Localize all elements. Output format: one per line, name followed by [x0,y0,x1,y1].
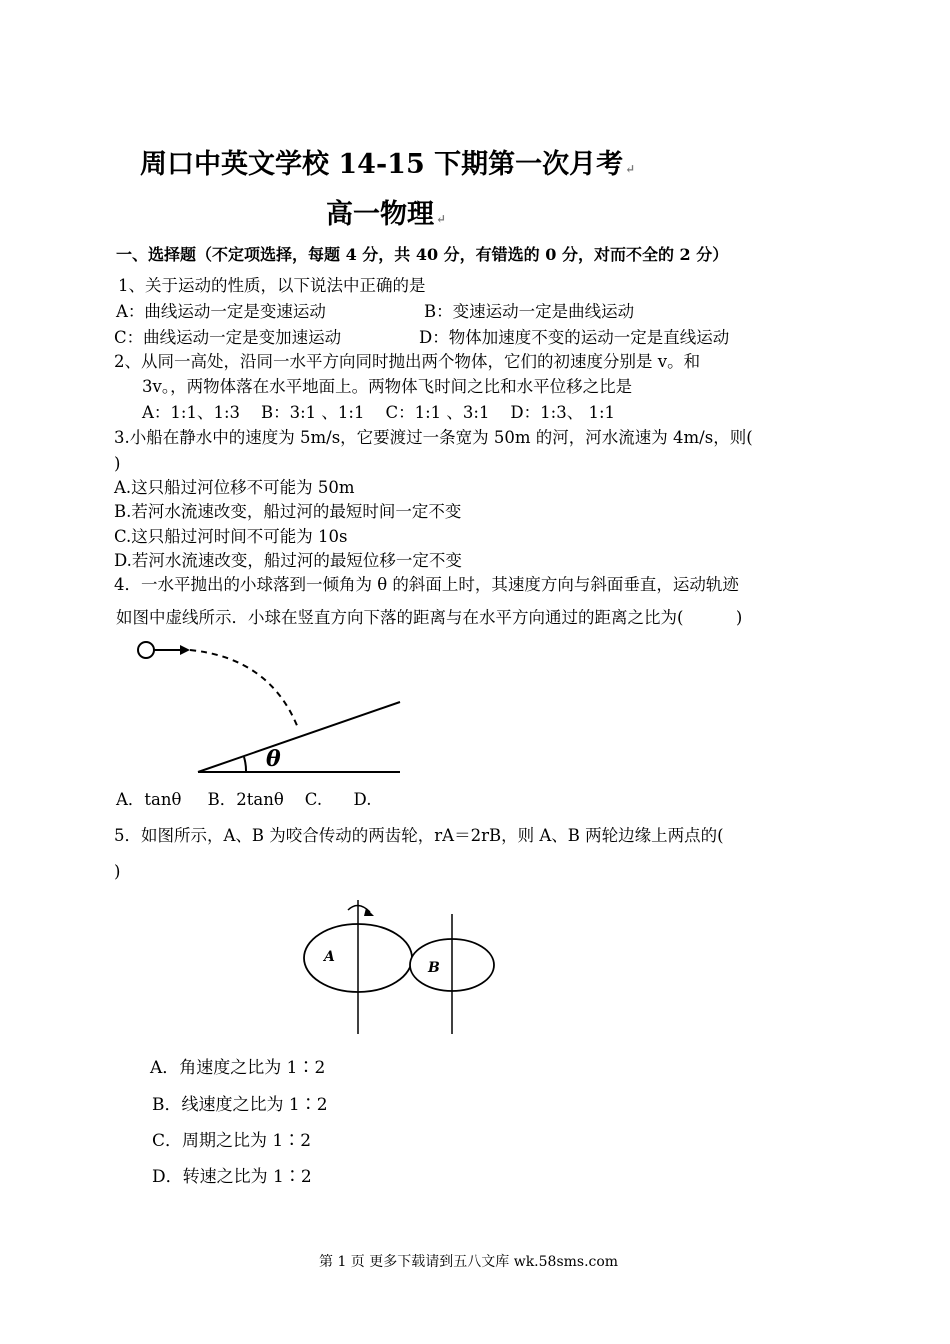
question-3-stem-line2: ) [114,454,121,473]
question-1-option-d: D：物体加速度不变的运动一定是直线运动 [419,328,730,347]
question-1-option-c: C：曲线运动一定是变加速运动 [114,328,342,347]
paragraph-mark-icon: ↵ [436,212,447,226]
question-2-stem-line1: 2、从同一高处，沿同一水平方向同时抛出两个物体，它们的初速度分别是 v。和 [114,352,701,371]
paragraph-mark-icon: ↵ [625,162,636,176]
question-5-stem-line2: ) [114,862,121,881]
projectile-incline-figure [130,636,410,776]
arrow-head-icon [180,645,190,655]
question-5-option-a: A．角速度之比为 1∶2 [150,1058,326,1078]
question-2-stem-line2: 3v。，两物体落在水平地面上。两物体飞时间之比和水平位移之比是 [142,377,633,396]
question-3-option-b: B.若河水流速改变，船过河的最短时间一定不变 [114,502,462,521]
question-4-options: A．tanθ B．2tanθ C. D. [116,790,372,809]
title-text: 周口中英文学校 14-15 下期第一次月考 [140,149,624,180]
question-1-option-a: A：曲线运动一定是变速运动 [116,302,326,321]
question-2-options: A：1:1、1:3 B：3:1 、1:1 C：1:1 、3:1 D：1:3、 1:1 [142,403,616,422]
rotation-arrowhead-icon [364,908,374,916]
question-1-stem: 1、关于运动的性质，以下说法中正确的是 [118,276,426,295]
question-5-option-d: D．转速之比为 1∶2 [152,1167,312,1187]
question-1-option-b: B：变速运动一定是曲线运动 [424,302,635,321]
question-3-option-d: D.若河水流速改变，船过河的最短位移一定不变 [114,551,462,570]
subtitle-text: 高一物理 [326,199,434,230]
theta-label: θ [266,746,281,772]
question-3-option-c: C.这只船过河时间不可能为 10s [114,527,348,546]
ball [138,642,154,658]
question-5-option-b: B．线速度之比为 1∶2 [152,1095,328,1115]
page-title [140,142,635,181]
question-5-stem-line1: 5．如图所示，A、B 为咬合传动的两齿轮，rA＝2rB，则 A、B 两轮边缘上两点的( [114,826,724,845]
question-5-option-c: C．周期之比为 1∶2 [152,1131,312,1151]
question-3-option-a: A.这只船过河位移不可能为 50m [114,478,355,497]
page-subtitle [326,192,446,231]
page-footer: 第 1 页 更多下载请到五八文库 wk.58sms.com [319,1254,619,1270]
question-3-stem-line1: 3.小船在静水中的速度为 5m/s，它要渡过一条宽为 50m 的河，河水流速为 4m/s，则( [114,428,753,447]
gear-b-label: B [428,960,440,976]
gear-a-label: A [324,949,335,965]
question-4-stem-line1: 4．一水平抛出的小球落到一倾角为 θ 的斜面上时，其速度方向与斜面垂直，运动轨迹 [114,575,739,594]
incline-line [198,702,400,772]
trajectory-dashed [190,650,298,728]
angle-arc [244,757,246,772]
question-4-stem-line2: 如图中虚线所示．小球在竖直方向下落的距离与在水平方向通过的距离之比为( ) [116,608,743,627]
gears-figure [300,894,500,1036]
section-heading: 一、选择题（不定项选择，每题 4 分，共 40 分，有错选的 0 分，对而不全的 2 分） [116,245,729,264]
